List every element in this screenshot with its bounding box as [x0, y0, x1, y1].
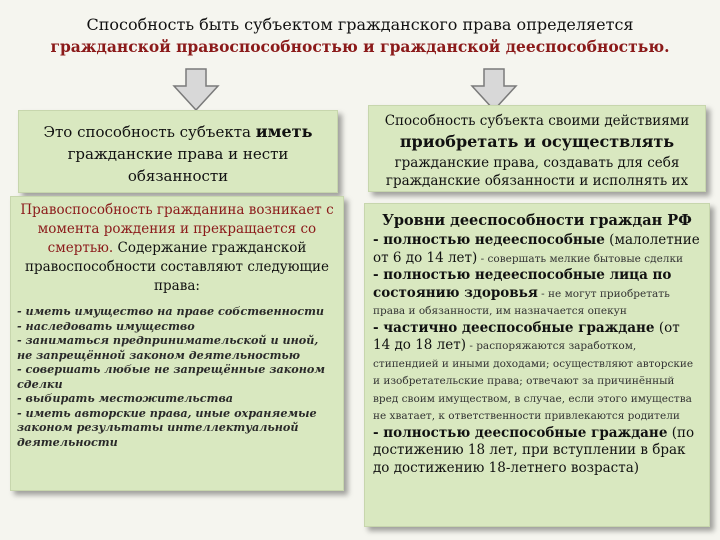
level-label: - полностью недееспособные	[373, 232, 605, 248]
level-note: - не могут приобретать права и обязанности, им назначается опекун	[373, 287, 670, 317]
legal-capacity-panel	[10, 196, 344, 491]
level-text: (по достижению 18 лет, при вступлении в брак до достижению 18-летнего возраста)	[373, 424, 695, 476]
list-item: - совершать любые не запрещённые законом сделки	[17, 362, 325, 391]
list-item	[373, 232, 701, 267]
definition-emphasis: иметь	[255, 122, 313, 141]
list-item: - наследовать имущество	[17, 318, 195, 333]
title-line-1: Способность быть субъектом гражданского права определяется	[86, 15, 634, 34]
legal-capacity-heading: Правоспособность гражданина возникает с момента рождения и прекращается со смертью.	[20, 202, 334, 256]
list-item: - иметь авторские права, иные охраняемые законом результаты интеллектуальной деятельности	[17, 405, 317, 449]
level-label: - полностью дееспособные граждане	[373, 424, 668, 441]
list-item: - заниматься предпринимательской и иной, не запрещённой законом деятельностью	[17, 333, 319, 362]
list-item	[373, 320, 701, 425]
definition-prefix: Способность субъекта своими действиями	[384, 113, 690, 129]
slide-title	[20, 14, 700, 58]
title-line-2: гражданской правоспособностью и гражданской дееспособностью.	[50, 37, 670, 56]
level-note: - совершать мелкие бытовые сделки	[477, 252, 684, 265]
level-text: (малолетние от 6 до 14 лет)	[373, 232, 700, 266]
level-label: - частично дееспособные граждане	[373, 319, 655, 336]
capacity-levels-panel	[364, 203, 710, 527]
definition-suffix: гражданские права, создавать для себя гражданские обязанности и исполнять их	[385, 155, 689, 189]
definition-suffix: гражданские права и нести обязанности	[67, 145, 289, 185]
definition-emphasis: приобретать и осуществлять	[399, 132, 675, 151]
list-item: - иметь имущество на праве собственности	[17, 304, 325, 318]
level-note: - распоряжаются заработком, стипендией и иными доходами; осуществляют авторские и изобретательские права; отвечают за причинённый вред своим имуществом, в случае, если этого имущества не хватает, к ответственности привлекаются родители	[373, 340, 694, 422]
level-label: - полностью недееспособные лица по состоянию здоровья	[373, 267, 672, 301]
list-item: - выбирать местожительства	[17, 391, 234, 405]
capacity-levels-heading: Уровни дееспособности граждан РФ	[382, 212, 692, 229]
legal-capacity-intro: Содержание гражданской правоспособности составляют следующие права:	[24, 240, 329, 294]
level-text: (от 14 до 18 лет)	[373, 319, 680, 353]
rights-list	[17, 304, 337, 449]
definition-prefix: Это способность субъекта	[43, 123, 256, 141]
legal-capacity-definition	[18, 110, 338, 193]
list-item	[373, 267, 701, 320]
list-item	[373, 425, 701, 478]
down-arrow-icon	[172, 68, 220, 112]
active-capacity-definition	[368, 105, 706, 192]
